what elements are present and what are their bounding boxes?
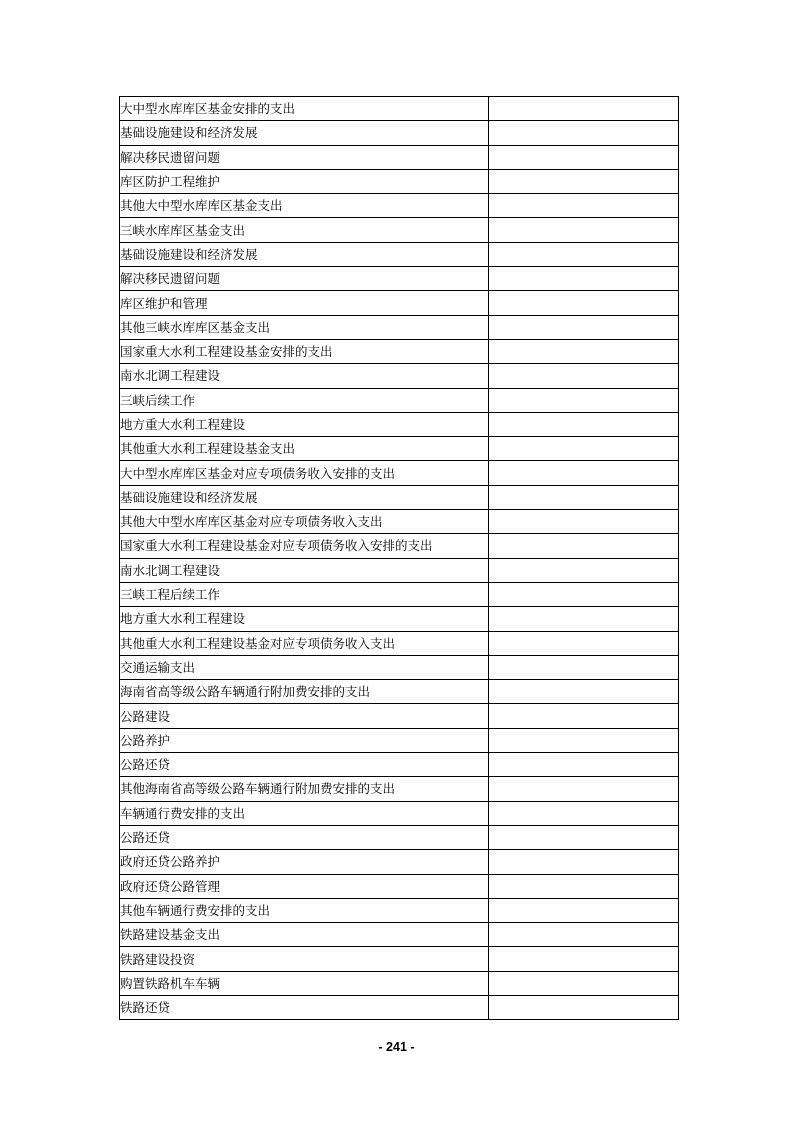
- category-label: 三峡水库库区基金支出: [120, 218, 489, 242]
- amount-cell: [489, 485, 679, 509]
- amount-cell: [489, 898, 679, 922]
- category-label: 其他重大水利工程建设基金支出: [120, 437, 489, 461]
- amount-cell: [489, 995, 679, 1019]
- category-label: 基础设施建设和经济发展: [120, 242, 489, 266]
- table-row: [120, 97, 679, 121]
- table-row: [120, 242, 679, 266]
- table-row: [120, 485, 679, 509]
- table-row: [120, 801, 679, 825]
- table-row: [120, 971, 679, 995]
- table-row: [120, 534, 679, 558]
- table-row: [120, 680, 679, 704]
- table-row: [120, 510, 679, 534]
- amount-cell: [489, 607, 679, 631]
- category-label: 国家重大水利工程建设基金对应专项债务收入安排的支出: [120, 534, 489, 558]
- table-row: [120, 825, 679, 849]
- category-label: 大中型水库库区基金安排的支出: [120, 97, 489, 121]
- amount-cell: [489, 218, 679, 242]
- category-label: 国家重大水利工程建设基金安排的支出: [120, 339, 489, 363]
- category-label: 解决移民遗留问题: [120, 267, 489, 291]
- amount-cell: [489, 364, 679, 388]
- category-label: 其他大中型水库库区基金对应专项债务收入支出: [120, 510, 489, 534]
- table-row: [120, 995, 679, 1019]
- category-label: 购置铁路机车车辆: [120, 971, 489, 995]
- page-number: - 241 -: [378, 1040, 415, 1054]
- amount-cell: [489, 971, 679, 995]
- table-row: [120, 850, 679, 874]
- category-label: 其他三峡水库库区基金支出: [120, 315, 489, 339]
- table-row: [120, 412, 679, 436]
- category-label: 政府还贷公路管理: [120, 874, 489, 898]
- amount-cell: [489, 728, 679, 752]
- table-row: [120, 169, 679, 193]
- table-row: [120, 388, 679, 412]
- amount-cell: [489, 437, 679, 461]
- category-label: 公路养护: [120, 728, 489, 752]
- table-row: [120, 339, 679, 363]
- amount-cell: [489, 194, 679, 218]
- amount-cell: [489, 825, 679, 849]
- amount-cell: [489, 388, 679, 412]
- category-label: 大中型水库库区基金对应专项债务收入安排的支出: [120, 461, 489, 485]
- category-label: 铁路还贷: [120, 995, 489, 1019]
- category-label: 车辆通行费安排的支出: [120, 801, 489, 825]
- category-label: 其他车辆通行费安排的支出: [120, 898, 489, 922]
- table-row: [120, 728, 679, 752]
- table-row: [120, 704, 679, 728]
- amount-cell: [489, 582, 679, 606]
- expenditure-table: [119, 96, 679, 1020]
- table-row: [120, 753, 679, 777]
- category-label: 交通运输支出: [120, 655, 489, 679]
- amount-cell: [489, 121, 679, 145]
- table-row: [120, 291, 679, 315]
- table-row: [120, 777, 679, 801]
- amount-cell: [489, 947, 679, 971]
- amount-cell: [489, 412, 679, 436]
- table-row: [120, 194, 679, 218]
- amount-cell: [489, 874, 679, 898]
- table-row: [120, 315, 679, 339]
- category-label: 三峡后续工作: [120, 388, 489, 412]
- table-row: [120, 655, 679, 679]
- table-row: [120, 874, 679, 898]
- amount-cell: [489, 534, 679, 558]
- amount-cell: [489, 145, 679, 169]
- amount-cell: [489, 267, 679, 291]
- category-label: 南水北调工程建设: [120, 558, 489, 582]
- category-label: 三峡工程后续工作: [120, 582, 489, 606]
- category-label: 公路还贷: [120, 753, 489, 777]
- table-row: [120, 121, 679, 145]
- amount-cell: [489, 291, 679, 315]
- table-row: [120, 145, 679, 169]
- amount-cell: [489, 680, 679, 704]
- category-label: 地方重大水利工程建设: [120, 607, 489, 631]
- amount-cell: [489, 850, 679, 874]
- table-row: [120, 923, 679, 947]
- category-label: 其他大中型水库库区基金支出: [120, 194, 489, 218]
- amount-cell: [489, 704, 679, 728]
- table-row: [120, 437, 679, 461]
- table-row: [120, 582, 679, 606]
- amount-cell: [489, 631, 679, 655]
- amount-cell: [489, 339, 679, 363]
- category-label: 库区防护工程维护: [120, 169, 489, 193]
- table-row: [120, 558, 679, 582]
- amount-cell: [489, 558, 679, 582]
- category-label: 铁路建设基金支出: [120, 923, 489, 947]
- category-label: 地方重大水利工程建设: [120, 412, 489, 436]
- category-label: 其他海南省高等级公路车辆通行附加费安排的支出: [120, 777, 489, 801]
- category-label: 公路还贷: [120, 825, 489, 849]
- amount-cell: [489, 777, 679, 801]
- category-label: 基础设施建设和经济发展: [120, 121, 489, 145]
- amount-cell: [489, 655, 679, 679]
- expenditure-table-body: [120, 97, 679, 1020]
- table-row: [120, 461, 679, 485]
- amount-cell: [489, 315, 679, 339]
- category-label: 基础设施建设和经济发展: [120, 485, 489, 509]
- amount-cell: [489, 753, 679, 777]
- amount-cell: [489, 510, 679, 534]
- category-label: 库区维护和管理: [120, 291, 489, 315]
- category-label: 其他重大水利工程建设基金对应专项债务收入支出: [120, 631, 489, 655]
- table-row: [120, 364, 679, 388]
- amount-cell: [489, 461, 679, 485]
- table-row: [120, 631, 679, 655]
- table-row: [120, 607, 679, 631]
- category-label: 铁路建设投资: [120, 947, 489, 971]
- amount-cell: [489, 169, 679, 193]
- category-label: 政府还贷公路养护: [120, 850, 489, 874]
- category-label: 公路建设: [120, 704, 489, 728]
- category-label: 解决移民遗留问题: [120, 145, 489, 169]
- amount-cell: [489, 97, 679, 121]
- category-label: 海南省高等级公路车辆通行附加费安排的支出: [120, 680, 489, 704]
- table-row: [120, 947, 679, 971]
- table-row: [120, 218, 679, 242]
- amount-cell: [489, 923, 679, 947]
- amount-cell: [489, 242, 679, 266]
- amount-cell: [489, 801, 679, 825]
- table-row: [120, 898, 679, 922]
- category-label: 南水北调工程建设: [120, 364, 489, 388]
- table-row: [120, 267, 679, 291]
